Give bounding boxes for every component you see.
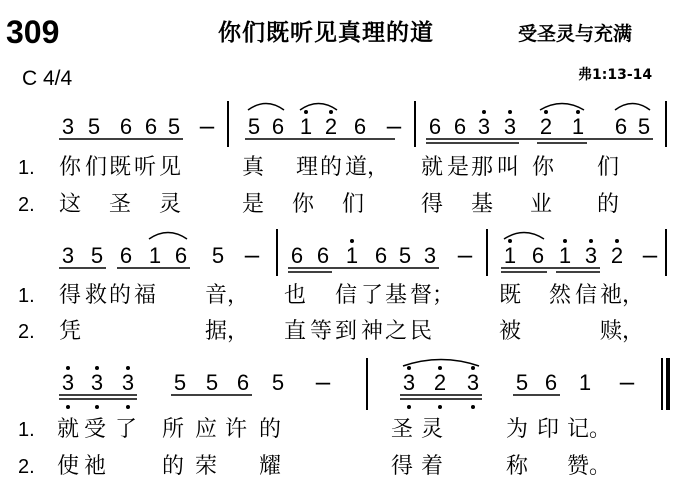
lyric-char: 称 [506,454,529,479]
hymn-title: 你们既听见真理的道 [218,20,434,46]
lyric-char: 了 [115,417,138,442]
slur-arc [300,104,337,111]
lyric-char: 荣 [195,454,218,479]
lyric-char: 为 [506,417,529,442]
lyric-char: 你 [532,155,555,180]
lyric-char: 你 [292,192,315,217]
lyric-char: 音， [205,283,250,308]
note-digit: 5 [90,243,104,268]
lyric-char: 许 [225,417,248,442]
note-digit: 1 [148,243,162,268]
slur-arc [615,104,650,111]
lyric-char: 既 [499,283,522,308]
lyric-char: 直 [284,319,307,344]
low-octave-dot [438,405,442,409]
note-digit: 1 [503,243,517,268]
note-digit: 1 [345,243,359,268]
note-digit: 5 [637,114,651,139]
low-octave-dot [95,405,99,409]
high-octave-dot [407,366,411,370]
lyric-char: 得 [391,454,414,479]
lyric-char: 灵 [421,417,444,442]
note-digit: 3 [61,370,75,395]
hold-dash: – [244,239,260,269]
lyric-char: 听 [134,155,157,180]
lyric-char: 祂， [600,283,645,308]
note-digit: 6 [236,370,250,395]
lyric-char: 就 [57,417,80,442]
note-digit: 6 [316,243,330,268]
high-octave-dot [304,110,308,114]
note-digit: 6 [271,114,285,139]
note-digit: 5 [167,114,181,139]
high-octave-dot [329,110,333,114]
high-octave-dot [95,366,99,370]
note-digit: 2 [610,243,624,268]
lyric-char: 道， [345,155,390,180]
note-digit: 1 [571,114,585,139]
note-digit: 2 [324,114,338,139]
slur-arc [149,233,187,240]
verse-number: 2. [18,456,35,478]
lyric-char: 的 [259,417,282,442]
note-digit: 3 [423,243,437,268]
verse-number: 1. [18,157,35,179]
lyric-char: 赎， [600,319,645,344]
note-digit: 6 [453,114,467,139]
low-octave-dot [407,405,411,409]
note-digit: 5 [211,243,225,268]
lyric-char: 们 [342,192,365,217]
hold-dash: – [457,239,473,269]
note-digit: 5 [205,370,219,395]
lyric-char: 的 [597,192,620,217]
note-digit: 6 [374,243,388,268]
high-octave-dot [66,366,70,370]
low-octave-dot [126,405,130,409]
note-digit: 5 [515,370,529,395]
note-digit: 3 [466,370,480,395]
lyric-char: 据， [205,319,250,344]
note-digit: 1 [578,370,592,395]
lyric-char: 叫 [497,155,520,180]
lyric-char: 着 [421,454,444,479]
low-octave-dot [471,405,475,409]
lyric-char: 得 [59,283,82,308]
note-digit: 6 [544,370,558,395]
lyric-char: 受 [84,417,107,442]
note-digit: 6 [174,243,188,268]
note-digit: 3 [477,114,491,139]
hold-dash: – [386,110,402,140]
lyric-char: 圣 [109,192,132,217]
hymn-number: 309 [6,14,60,50]
lyric-char: 了 [361,283,384,308]
lyric-char: 然 [549,283,572,308]
hold-dash: – [642,239,658,269]
lyric-char: 理 [296,155,319,180]
lyric-char: 的 [162,454,185,479]
lyric-char: 之 [385,319,408,344]
verse-number: 1. [18,419,35,441]
hold-dash: – [199,110,215,140]
lyric-char: 们 [85,155,108,180]
note-digit: 5 [398,243,412,268]
high-octave-dot [350,239,354,243]
note-digit: 6 [614,114,628,139]
high-octave-dot [126,366,130,370]
lyric-char: 信 [335,283,358,308]
lyric-char: 信 [575,283,598,308]
lyric-char: 这 [59,192,82,217]
lyric-char: 的 [109,283,132,308]
scripture-reference: 弗1:13-14 [578,67,653,83]
hold-dash: – [619,366,635,396]
verse-number: 1. [18,285,35,307]
lyric-char: 耀 [259,454,282,479]
lyric-char: 神 [361,319,384,344]
note-digit: 3 [121,370,135,395]
high-octave-dot [615,239,619,243]
high-octave-dot [544,110,548,114]
note-digit: 5 [271,370,285,395]
lyric-char: 督； [410,283,455,308]
note-digit: 6 [531,243,545,268]
lyric-char: 们 [597,155,620,180]
key-signature: C 4/4 [22,67,73,90]
note-digit: 5 [87,114,101,139]
note-digit: 3 [90,370,104,395]
high-octave-dot [589,239,593,243]
lyric-char: 救 [85,283,108,308]
lyric-char: 既 [109,155,132,180]
note-digit: 1 [299,114,313,139]
note-digit: 3 [584,243,598,268]
lyric-char: 业 [530,192,553,217]
note-digit: 3 [402,370,416,395]
note-digit: 6 [353,114,367,139]
lyric-char: 所 [162,417,185,442]
high-octave-dot [508,239,512,243]
lyric-char: 记。 [567,417,612,442]
lyric-char: 得 [421,192,444,217]
note-digit: 5 [173,370,187,395]
note-digit: 3 [503,114,517,139]
note-digit: 2 [433,370,447,395]
hymn-theme: 受圣灵与充满 [518,23,633,45]
note-digit: 2 [539,114,553,139]
high-octave-dot [471,366,475,370]
lyric-char: 圣 [391,417,414,442]
lyric-char: 应 [195,417,218,442]
lyric-char: 那 [471,155,494,180]
note-digit: 3 [61,114,75,139]
lyric-char: 是 [447,155,470,180]
high-octave-dot [563,239,567,243]
lyric-char: 使 [57,454,80,479]
lyric-char: 你 [59,155,82,180]
note-digit: 3 [61,243,75,268]
high-octave-dot [482,110,486,114]
lyric-char: 到 [335,319,358,344]
lyric-char: 灵 [159,192,182,217]
note-digit: 6 [144,114,158,139]
lyric-char: 印 [537,417,560,442]
lyric-char: 就 [421,155,444,180]
note-digit: 6 [290,243,304,268]
lyric-char: 基 [471,192,494,217]
lyric-char: 真 [242,155,265,180]
note-digit: 5 [247,114,261,139]
lyric-char: 赞。 [567,454,612,479]
lyric-char: 祂 [84,454,107,479]
lyric-char: 等 [310,319,333,344]
note-digit: 6 [428,114,442,139]
hold-dash: – [315,366,331,396]
lyric-char: 也 [284,283,307,308]
high-octave-dot [508,110,512,114]
high-octave-dot [438,366,442,370]
lyric-char: 基 [385,283,408,308]
lyric-char: 福 [134,283,157,308]
lyric-char: 凭 [59,319,82,344]
verse-number: 2. [18,194,35,216]
lyric-char: 是 [242,192,265,217]
lyric-char: 被 [499,319,522,344]
lyric-char: 民 [410,319,433,344]
slur-arc [504,233,544,240]
note-digit: 6 [119,243,133,268]
note-digit: 6 [119,114,133,139]
lyric-char: 见 [159,155,182,180]
high-octave-dot [576,110,580,114]
verse-number: 2. [18,321,35,343]
lyric-char: 的 [320,155,343,180]
slur-arc [403,360,479,367]
note-digit: 1 [558,243,572,268]
slur-arc [248,104,284,111]
low-octave-dot [66,405,70,409]
slur-arc [540,104,584,111]
